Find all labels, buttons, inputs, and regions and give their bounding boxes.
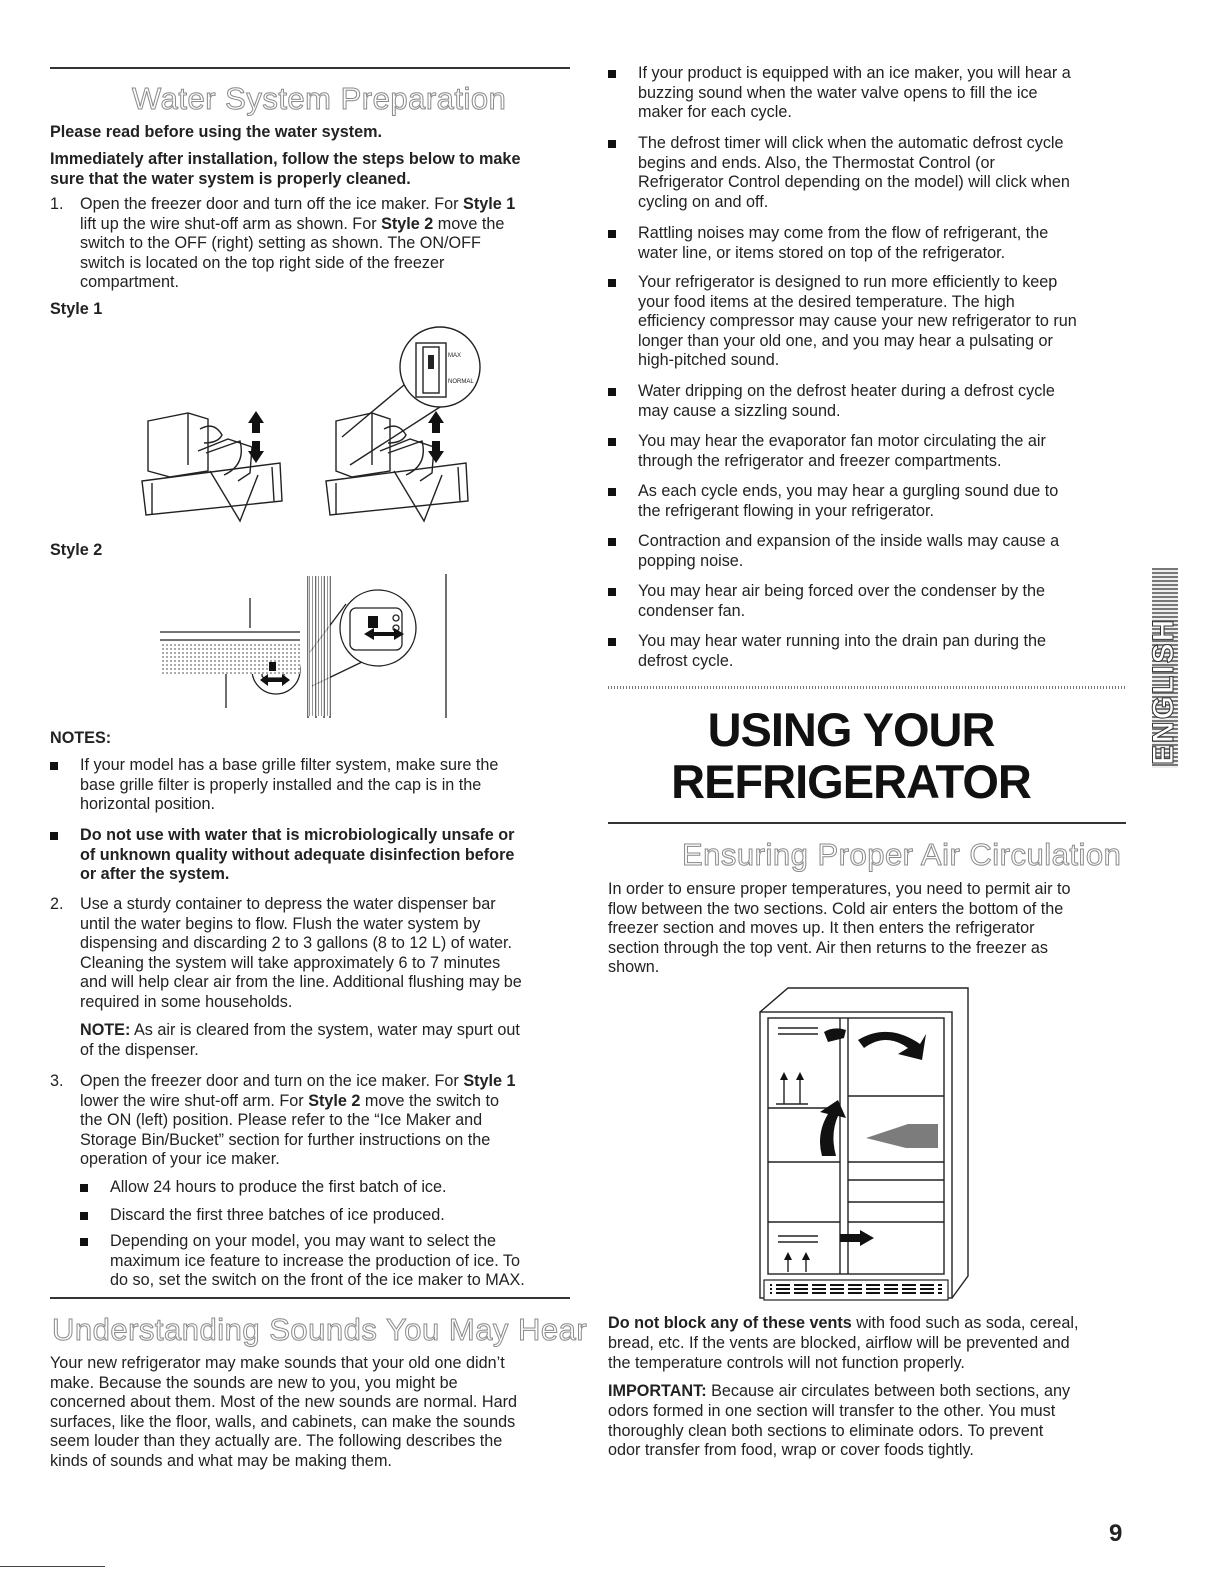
- notes-label: NOTES:: [50, 729, 112, 747]
- text-line: Your refrigerator is designed to run more efficiently to keep: [638, 273, 1058, 291]
- text-run: Open the freezer door and turn off the ice maker. For: [80, 195, 464, 213]
- bullet-icon: [50, 832, 58, 840]
- section-rule: [50, 1297, 570, 1299]
- text-line: odors formed in one section will transfer to the other. You must: [608, 1402, 1056, 1420]
- section-heading-line2: REFRIGERATOR: [671, 755, 1031, 808]
- text-line: through the refrigerator and freezer compartments.: [638, 451, 1002, 470]
- style-ref: Style 1: [463, 195, 516, 213]
- text-line: The defrost timer will click when the automatic defrost cycle: [638, 134, 1064, 152]
- text-line: [80, 1150, 280, 1170]
- text-line: [80, 1111, 482, 1131]
- text-line: You may hear the evaporator fan motor circulating the air: [638, 432, 1046, 450]
- text-line: efficiency compressor may cause your new refrigerator to run: [638, 312, 1077, 331]
- bullet-icon: [608, 388, 616, 396]
- step-number: 1.: [50, 195, 64, 213]
- important-label: IMPORTANT:: [608, 1382, 707, 1400]
- text-line: begins and ends. Also, the Thermostat Control (or: [638, 153, 995, 172]
- svg-text:NORMAL: NORMAL: [448, 379, 474, 385]
- text-line: dispensing and discarding 2 to 3 gallons (8 to 12 L) of water.: [80, 934, 512, 953]
- style-ref: Style 2: [381, 214, 434, 233]
- text-run: compartment.: [80, 273, 179, 292]
- text-line: [80, 254, 444, 274]
- footer-line: [0, 1566, 105, 1567]
- text-line: high-pitched sound.: [638, 351, 780, 370]
- text-line: Depending on your model, you may want to select the: [110, 1232, 497, 1250]
- text-line: your food items at the desired temperature. The high: [638, 292, 1015, 311]
- bullet-icon: [50, 762, 58, 770]
- text-line: You may hear air being forced over the condenser by the: [638, 582, 1046, 600]
- text-line: odor transfer from food, wrap or cover foods tightly.: [608, 1441, 974, 1460]
- style2-figure: [150, 568, 460, 720]
- text-run: Open the freezer door and turn on the ice maker. For: [80, 1072, 464, 1090]
- text-line: Rattling noises may come from the flow of refrigerant, the: [638, 224, 1049, 242]
- text-line: Your new refrigerator may make sounds that your old one didn’t: [50, 1354, 505, 1372]
- text-line: Contraction and expansion of the inside walls may cause a: [638, 532, 1060, 550]
- text-line: shown.: [608, 958, 660, 977]
- text-line: defrost cycle.: [638, 651, 734, 670]
- text-run: operation of your ice maker.: [80, 1150, 280, 1169]
- immediately-text-line2: sure that the water system is properly cleaned.: [50, 170, 411, 188]
- text-line: Do not use with water that is microbiologically unsafe or: [80, 826, 515, 844]
- bullet-icon: [608, 438, 616, 446]
- section-heading-line1: USING YOUR: [707, 703, 995, 756]
- immediately-text-line1: Immediately after installation, follow the steps below to make: [50, 150, 521, 168]
- text-line: maker for each cycle.: [638, 103, 792, 122]
- text-line: buzzing sound when the water valve opens to fill the ice: [638, 83, 1038, 102]
- text-line: [80, 195, 515, 215]
- step-number: 3.: [50, 1072, 64, 1090]
- text-line: section through the top vent. Air then returns to the freezer as: [608, 938, 1049, 957]
- do-not-block-text: with food such as soda, cereal,: [851, 1314, 1079, 1332]
- text-line: and will help clear air from the line. Additional flushing may be: [80, 973, 522, 992]
- style1-figure: [140, 325, 490, 530]
- text-run: the ON (left) position. Please refer to the “Ice Maker and: [80, 1111, 483, 1130]
- svg-text:MAX: MAX: [448, 353, 462, 359]
- important-text: Because air circulates between both sections, any: [706, 1382, 1071, 1400]
- bullet-icon: [608, 140, 616, 148]
- text-line: Water dripping on the defrost heater during a defrost cycle: [638, 382, 1055, 400]
- text-line: In order to ensure proper temperatures, you need to permit air to: [608, 880, 1071, 898]
- section-heading: [608, 704, 1094, 808]
- dotted-divider: [608, 686, 1126, 689]
- do-not-block-line2: bread, etc. If the vents are blocked, airflow will be prevented and: [608, 1334, 1070, 1352]
- text-line: cycling on and off.: [638, 192, 769, 211]
- text-line: concerned about them. Most of the new sounds are normal. Hard: [50, 1393, 517, 1412]
- text-line: If your model has a base grille filter system, make sure the: [80, 756, 499, 774]
- note-text: As air is cleared from the system, water may spurt out: [130, 1021, 520, 1039]
- text-run: move the switch to: [360, 1091, 499, 1110]
- text-run: Storage Bin/Bucket” section for further instructions on the: [80, 1130, 491, 1149]
- bullet-icon: [608, 538, 616, 546]
- text-line: may cause a sizzling sound.: [638, 401, 841, 420]
- text-line: make. Because the sounds are new to you, you might be: [50, 1373, 458, 1392]
- bullet-icon: [80, 1238, 88, 1246]
- do-not-block-bold: Do not block any of these vents: [608, 1314, 852, 1332]
- text-run: lower the wire shut-off arm. For: [80, 1091, 309, 1110]
- water-system-title: Water System Preparation: [132, 81, 507, 116]
- text-line: Use a sturdy container to depress the water dispenser bar: [80, 895, 496, 913]
- text-line: longer than your old one, and you may hear a pulsating or: [638, 331, 1053, 350]
- text-line: do so, set the switch on the front of the ice maker to MAX.: [110, 1271, 525, 1290]
- important-line1: [608, 1382, 1070, 1402]
- text-line: [80, 1092, 499, 1112]
- note-label: NOTE:: [80, 1021, 131, 1039]
- text-line: kinds of sounds and what may be making them.: [50, 1452, 392, 1470]
- text-line: Allow 24 hours to produce the first batch of ice.: [110, 1178, 447, 1196]
- language-tab-label: [1147, 565, 1181, 770]
- text-line: [80, 234, 481, 254]
- text-line: base grille filter is properly installed and the cap is in the: [80, 775, 482, 794]
- sounds-title: Understanding Sounds You May Hear: [52, 1312, 588, 1347]
- text-line: [80, 273, 179, 293]
- style2-label: Style 2: [50, 541, 103, 559]
- text-line: seem louder than they actually are. The following describes the: [50, 1432, 503, 1451]
- text-run: switch is located on the top right side of the freezer: [80, 253, 445, 272]
- text-line: of unknown quality without adequate disinfection before: [80, 845, 515, 864]
- text-line: required in some households.: [80, 993, 293, 1011]
- text-line: [80, 215, 504, 235]
- text-line: [80, 1072, 516, 1092]
- page-number: 9: [1109, 1520, 1123, 1547]
- text-line: You may hear water running into the drain pan during the: [638, 632, 1046, 650]
- bullet-icon: [608, 70, 616, 78]
- bullet-icon: [80, 1184, 88, 1192]
- text-line: surfaces, like the floor, walls, and cabinets, can make the sounds: [50, 1412, 516, 1431]
- text-run: move the: [433, 214, 505, 233]
- style1-label: Style 1: [50, 300, 103, 318]
- text-line: thoroughly clean both sections to eliminate odors. To prevent: [608, 1421, 1044, 1440]
- bullet-icon: [608, 279, 616, 287]
- text-run: switch to the OFF (right) setting as shown. The ON/OFF: [80, 234, 481, 253]
- text-line: the refrigerant flowing in your refrigerator.: [638, 501, 935, 520]
- bullet-icon: [608, 230, 616, 238]
- bullet-icon: [608, 488, 616, 496]
- style-ref: Style 1: [463, 1072, 516, 1090]
- bullet-icon: [80, 1212, 88, 1220]
- section-rule: [608, 822, 1126, 824]
- text-line: If your product is equipped with an ice maker, you will hear a: [638, 64, 1071, 82]
- text-line: freezer section and moves up. It then enters the refrigerator: [608, 919, 1035, 938]
- text-line: until the water begins to flow. Flush the water system by: [80, 914, 481, 933]
- style-ref: Style 2: [308, 1091, 361, 1110]
- text-line: or after the system.: [80, 865, 230, 884]
- text-line: Cleaning the system will take approximately 6 to 7 minutes: [80, 953, 501, 972]
- read-before-text: Please read before using the water system.: [50, 123, 382, 141]
- text-line: popping noise.: [638, 551, 744, 570]
- text-line: [80, 1131, 490, 1151]
- do-not-block-line1: [608, 1314, 1079, 1334]
- step2-note: [80, 1021, 520, 1041]
- bullet-icon: [608, 638, 616, 646]
- text-line: Discard the first three batches of ice produced.: [110, 1206, 445, 1224]
- text-run: lift up the wire shut-off arm as shown. For: [80, 214, 382, 233]
- step2-note-line2: of the dispenser.: [80, 1041, 199, 1059]
- bullet-icon: [608, 588, 616, 596]
- text-line: condenser fan.: [638, 601, 746, 620]
- text-line: As each cycle ends, you may hear a gurgling sound due to: [638, 482, 1059, 500]
- text-line: flow between the two sections. Cold air enters the bottom of the: [608, 899, 1064, 918]
- do-not-block-line3: the temperature controls will not function properly.: [608, 1354, 965, 1372]
- text-line: water line, or items stored on top of the refrigerator.: [638, 243, 1006, 262]
- text-line: horizontal position.: [80, 795, 215, 814]
- text-line: Refrigerator Control depending on the model) will click when: [638, 173, 1070, 192]
- step-number: 2.: [50, 895, 64, 913]
- air-circulation-figure: [758, 984, 970, 1310]
- air-circulation-title: Ensuring Proper Air Circulation: [682, 837, 1122, 872]
- text-line: maximum ice feature to increase the production of ice. To: [110, 1251, 520, 1270]
- section-rule: [50, 67, 570, 69]
- svg-text:ENGLISH: ENGLISH: [1147, 617, 1180, 765]
